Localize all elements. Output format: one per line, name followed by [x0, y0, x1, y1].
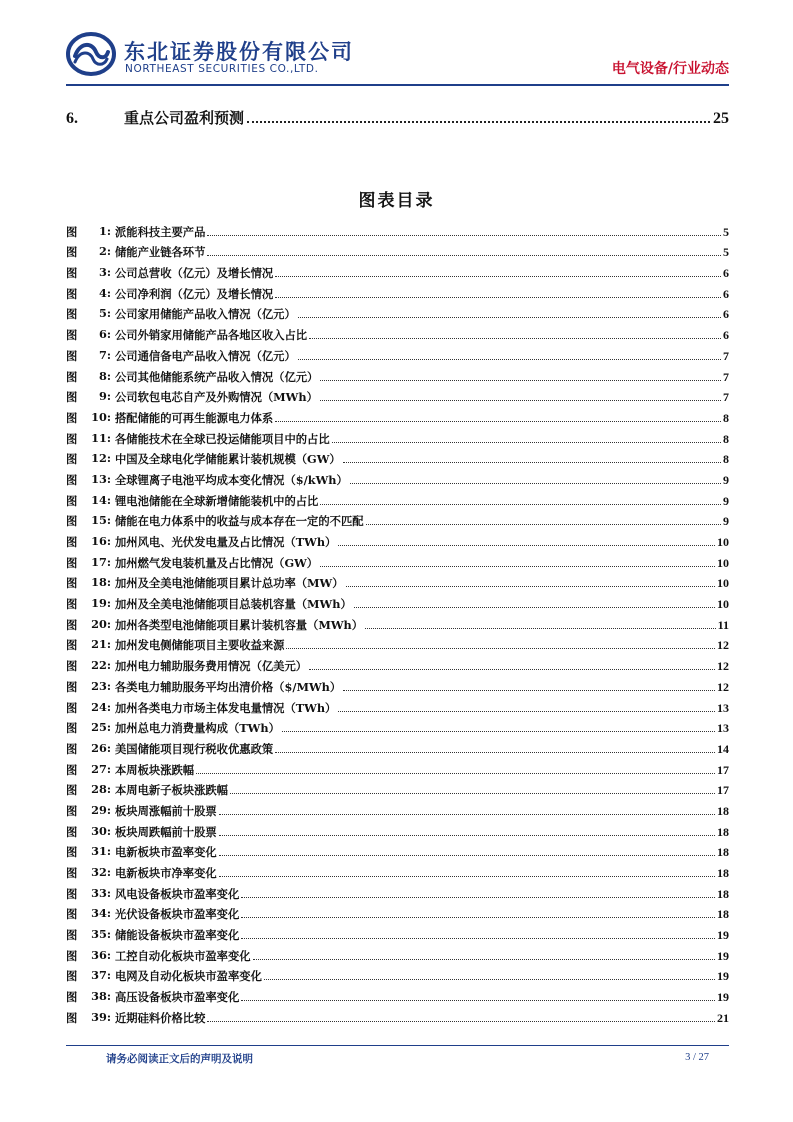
- dot-leader: [275, 297, 721, 298]
- dot-leader: [253, 959, 715, 960]
- figure-list-item[interactable]: [66, 571, 729, 592]
- figure-prefix: 图: [66, 762, 78, 777]
- dot-leader: [343, 690, 715, 691]
- figure-title: 本周电新子板块涨跌幅: [115, 783, 228, 798]
- figure-label: [66, 906, 115, 922]
- figure-list-item[interactable]: [66, 922, 729, 943]
- figure-number: 21:: [91, 637, 111, 652]
- figure-prefix: 图: [66, 348, 78, 363]
- figure-label: [66, 555, 115, 571]
- figure-page-number: 18: [717, 886, 729, 901]
- figure-prefix: 图: [66, 783, 78, 798]
- figure-label: [66, 431, 115, 447]
- company-name-en: NORTHEAST SECURITIES CO.,LTD.: [125, 63, 319, 75]
- footer-divider: [66, 1045, 729, 1046]
- dot-leader: [241, 917, 715, 918]
- figure-list-item[interactable]: [66, 219, 729, 240]
- dot-leader: [320, 380, 721, 381]
- dot-leader: [275, 421, 721, 422]
- figure-number: 38:: [91, 989, 111, 1004]
- figure-page-number: 18: [717, 845, 729, 860]
- dot-leader: [354, 607, 715, 608]
- figure-title: 电新板块市盈率变化: [115, 845, 217, 860]
- figure-list-item[interactable]: [66, 964, 729, 985]
- figure-number: 39:: [91, 1009, 111, 1024]
- figure-label: [66, 865, 115, 881]
- dot-leader: [320, 400, 721, 401]
- figure-title: 风电设备板块市盈率变化: [115, 886, 240, 901]
- figure-label: [66, 286, 115, 302]
- figure-prefix: 图: [66, 390, 78, 405]
- figure-label: [66, 265, 115, 281]
- figure-label: [66, 679, 115, 695]
- figure-title: 公司其他储能系统产品收入情况（亿元）: [115, 369, 319, 384]
- figure-label: [66, 968, 115, 984]
- figure-label: [66, 989, 115, 1005]
- figure-page-number: 6: [723, 286, 729, 301]
- figure-label: [66, 472, 115, 488]
- footer-disclaimer: 请务必阅读正文后的声明及说明: [106, 1053, 253, 1065]
- figure-prefix: 图: [66, 245, 78, 260]
- figure-title: 锂电池储能在全球新增储能装机中的占比: [115, 493, 319, 508]
- dot-leader: [196, 773, 715, 774]
- figure-list-item[interactable]: [66, 943, 729, 964]
- figure-prefix: 图: [66, 576, 78, 591]
- figure-page-number: 12: [717, 659, 729, 674]
- figure-page-number: 6: [723, 266, 729, 281]
- figure-list-item[interactable]: [66, 467, 729, 488]
- figure-prefix: 图: [66, 431, 78, 446]
- figure-prefix: 图: [66, 328, 78, 343]
- dot-leader: [332, 442, 721, 443]
- figure-page-number: 5: [723, 224, 729, 239]
- figure-list-item[interactable]: [66, 840, 729, 861]
- figure-title: 加州及全美电池储能项目累计总功率（MW）: [115, 576, 344, 591]
- figure-prefix: 图: [66, 493, 78, 508]
- figure-title: 公司总营收（亿元）及增长情况: [115, 266, 274, 281]
- figure-page-number: 17: [717, 762, 729, 777]
- figure-title: 派能科技主要产品: [115, 224, 206, 239]
- figure-title: 公司通信备电产品收入情况（亿元）: [115, 348, 296, 363]
- toc-section-number: 6.: [66, 110, 78, 127]
- dot-leader: [207, 255, 721, 256]
- dot-leader: [320, 566, 715, 567]
- figure-number: 35:: [91, 927, 111, 942]
- figure-page-number: 19: [717, 990, 729, 1005]
- company-logo-icon: [66, 32, 116, 76]
- figure-title: 加州电力辅助服务费用情况（亿美元）: [115, 659, 308, 674]
- figure-number: 24:: [91, 699, 111, 714]
- figure-title: 光伏设备板块市盈率变化: [115, 907, 240, 922]
- figure-number: 15:: [91, 513, 111, 528]
- dot-leader: [247, 121, 710, 123]
- figure-label: [66, 410, 115, 426]
- figure-label: [66, 575, 115, 591]
- figure-prefix: 图: [66, 907, 78, 922]
- figure-number: 30:: [91, 823, 111, 838]
- figure-label: [66, 803, 115, 819]
- report-category: 电气设备/行业动态: [611, 61, 729, 77]
- figure-list: [66, 219, 729, 1026]
- figure-title: 储能在电力体系中的收益与成本存在一定的不匹配: [115, 514, 364, 529]
- toc-section-entry[interactable]: [66, 104, 729, 128]
- dot-leader: [241, 897, 715, 898]
- figure-number: 25:: [91, 720, 111, 735]
- figure-title: 各储能技术在全球已投运储能项目中的占比: [115, 431, 330, 446]
- figure-title: 加州发电侧储能项目主要收益来源: [115, 638, 285, 653]
- figure-label: [66, 534, 115, 550]
- figure-page-number: 17: [717, 783, 729, 798]
- figure-list-item[interactable]: [66, 633, 729, 654]
- figure-title: 储能产业链各环节: [115, 245, 206, 260]
- figure-list-heading: 图表目录: [358, 191, 435, 211]
- figure-page-number: 8: [723, 452, 729, 467]
- figure-number: 23:: [91, 678, 111, 693]
- figure-page-number: 12: [717, 638, 729, 653]
- figure-label: [66, 658, 115, 674]
- dot-leader: [264, 979, 715, 980]
- figure-page-number: 19: [717, 928, 729, 943]
- figure-prefix: 图: [66, 266, 78, 281]
- figure-number: 10:: [91, 409, 111, 424]
- dot-leader: [309, 338, 721, 339]
- figure-prefix: 图: [66, 224, 78, 239]
- dot-leader: [320, 504, 721, 505]
- figure-title: 全球锂离子电池平均成本变化情况（$/kWh）: [115, 472, 348, 487]
- toc-section-page: 25: [713, 110, 729, 127]
- figure-label: [66, 348, 115, 364]
- figure-prefix: 图: [66, 659, 78, 674]
- figure-prefix: 图: [66, 721, 78, 736]
- figure-label: [66, 493, 115, 509]
- figure-title: 工控自动化板块市盈率变化: [115, 948, 251, 963]
- figure-title: 加州及全美电池储能项目总装机容量（MWh）: [115, 597, 352, 612]
- figure-number: 31:: [91, 844, 111, 859]
- figure-list-item[interactable]: [66, 1005, 729, 1026]
- figure-list-item[interactable]: [66, 984, 729, 1005]
- dot-leader: [365, 628, 716, 629]
- figure-list-item[interactable]: [66, 426, 729, 447]
- figure-label: [66, 617, 115, 633]
- figure-list-item[interactable]: [66, 343, 729, 364]
- figure-page-number: 11: [717, 617, 729, 632]
- figure-prefix: 图: [66, 617, 78, 632]
- figure-number: 27:: [91, 761, 111, 776]
- figure-page-number: 19: [717, 969, 729, 984]
- figure-title: 公司净利润（亿元）及增长情况: [115, 286, 274, 301]
- figure-label: [66, 596, 115, 612]
- figure-page-number: 12: [717, 679, 729, 694]
- dot-leader: [241, 1000, 715, 1001]
- figure-label: [66, 244, 115, 260]
- figure-title: 储能设备板块市盈率变化: [115, 928, 240, 943]
- figure-number: 19:: [91, 596, 111, 611]
- figure-list-item[interactable]: [66, 550, 729, 571]
- figure-list-item[interactable]: [66, 778, 729, 799]
- figure-prefix: 图: [66, 555, 78, 570]
- header-divider: [66, 84, 729, 86]
- figure-number: 26:: [91, 740, 111, 755]
- figure-prefix: 图: [66, 1010, 78, 1025]
- figure-prefix: 图: [66, 928, 78, 943]
- dot-leader: [219, 814, 715, 815]
- figure-number: 7:: [98, 347, 111, 362]
- figure-page-number: 10: [717, 555, 729, 570]
- figure-list-item[interactable]: [66, 322, 729, 343]
- figure-page-number: 9: [723, 472, 729, 487]
- figure-list-item[interactable]: [66, 260, 729, 281]
- figure-label: [66, 844, 115, 860]
- figure-list-item[interactable]: [66, 488, 729, 509]
- figure-title: 加州各类电力市场主体发电量情况（TWh）: [115, 700, 337, 715]
- figure-number: 11:: [91, 430, 111, 445]
- figure-label: [66, 369, 115, 385]
- figure-list-item[interactable]: [66, 281, 729, 302]
- figure-page-number: 18: [717, 824, 729, 839]
- figure-label: [66, 782, 115, 798]
- figure-title: 电新板块市净率变化: [115, 866, 217, 880]
- figure-page-number: 7: [723, 390, 729, 405]
- dot-leader: [346, 586, 715, 587]
- figure-page-number: 8: [723, 410, 729, 425]
- figure-list-item[interactable]: [66, 736, 729, 757]
- figure-label: [66, 327, 115, 343]
- page-indicator: 3 / 27: [685, 1052, 709, 1063]
- dot-leader: [219, 876, 715, 877]
- dot-leader: [350, 483, 721, 484]
- figure-page-number: 10: [717, 576, 729, 591]
- dot-leader: [207, 1021, 715, 1022]
- page-header: [66, 30, 729, 82]
- dot-leader: [338, 545, 715, 546]
- figure-list-item[interactable]: [66, 716, 729, 737]
- figure-title: 板块周跌幅前十股票: [115, 824, 217, 839]
- figure-title: 本周板块涨跌幅: [115, 762, 195, 777]
- figure-number: 16:: [91, 534, 111, 548]
- dot-leader: [309, 669, 715, 670]
- company-name-cn: 东北证券股份有限公司: [124, 40, 354, 64]
- figure-prefix: 图: [66, 969, 78, 984]
- figure-list-item[interactable]: [66, 447, 729, 468]
- figure-number: 4:: [98, 285, 111, 300]
- figure-label: [66, 927, 115, 943]
- figure-title: 近期硅料价格比较: [115, 1010, 206, 1025]
- figure-list-item[interactable]: [66, 819, 729, 840]
- figure-prefix: 图: [66, 514, 78, 529]
- figure-page-number: 6: [723, 307, 729, 322]
- dot-leader: [282, 731, 715, 732]
- figure-number: 37:: [91, 968, 111, 983]
- figure-prefix: 图: [66, 824, 78, 839]
- figure-number: 9:: [98, 389, 111, 404]
- dot-leader: [219, 855, 715, 856]
- figure-prefix: 图: [66, 472, 78, 487]
- figure-title: 美国储能项目现行税收优惠政策: [115, 741, 274, 756]
- figure-list-item[interactable]: [66, 757, 729, 778]
- figure-label: [66, 513, 115, 529]
- figure-page-number: 21: [717, 1010, 729, 1025]
- figure-list-item[interactable]: [66, 798, 729, 819]
- figure-prefix: 图: [66, 638, 78, 653]
- figure-label: [66, 741, 115, 757]
- figure-number: 32:: [91, 865, 111, 879]
- figure-label: [66, 451, 115, 467]
- figure-list-item[interactable]: [66, 591, 729, 612]
- dot-leader: [207, 235, 721, 236]
- figure-number: 1:: [98, 223, 111, 238]
- figure-prefix: 图: [66, 597, 78, 612]
- figure-page-number: 13: [717, 721, 729, 736]
- dot-leader: [275, 752, 715, 753]
- figure-list-item[interactable]: [66, 240, 729, 261]
- figure-number: 14:: [91, 492, 111, 507]
- figure-list-item[interactable]: [66, 653, 729, 674]
- figure-prefix: 图: [66, 886, 78, 901]
- dot-leader: [338, 711, 715, 712]
- figure-label: [66, 637, 115, 653]
- figure-prefix: 图: [66, 535, 78, 549]
- figure-prefix: 图: [66, 307, 78, 322]
- figure-prefix: 图: [66, 369, 78, 384]
- figure-title: 加州燃气发电装机量及占比情况（GW）: [115, 555, 319, 570]
- figure-list-item[interactable]: [66, 385, 729, 406]
- figure-title: 各类电力辅助服务平均出清价格（$/MWh）: [115, 679, 342, 694]
- figure-prefix: 图: [66, 700, 78, 715]
- figure-list-item[interactable]: [66, 612, 729, 633]
- figure-number: 29:: [91, 802, 111, 817]
- figure-number: 28:: [91, 782, 111, 797]
- figure-title: 中国及全球电化学储能累计装机规模（GW）: [115, 452, 341, 467]
- figure-prefix: 图: [66, 990, 78, 1005]
- figure-number: 2:: [98, 244, 111, 259]
- dot-leader: [219, 835, 715, 836]
- figure-number: 3:: [98, 265, 111, 280]
- figure-list-item[interactable]: [66, 860, 729, 881]
- figure-label: [66, 1010, 115, 1026]
- figure-title: 搭配储能的可再生能源电力体系: [115, 410, 274, 425]
- figure-number: 12:: [91, 451, 111, 466]
- figure-label: [66, 389, 115, 405]
- figure-list-item[interactable]: [66, 509, 729, 530]
- figure-label: [66, 948, 115, 964]
- figure-page-number: 6: [723, 328, 729, 343]
- figure-list-item[interactable]: [66, 405, 729, 426]
- figure-page-number: 5: [723, 245, 729, 260]
- figure-label: [66, 886, 115, 902]
- figure-label: [66, 720, 115, 736]
- figure-list-item[interactable]: [66, 302, 729, 323]
- figure-prefix: 图: [66, 948, 78, 963]
- dot-leader: [366, 524, 721, 525]
- figure-prefix: 图: [66, 452, 78, 467]
- dot-leader: [275, 276, 721, 277]
- figure-label: [66, 224, 115, 240]
- figure-page-number: 10: [717, 535, 729, 549]
- figure-number: 34:: [91, 906, 111, 921]
- figure-number: 6:: [98, 327, 111, 342]
- figure-number: 22:: [91, 658, 111, 673]
- figure-title: 公司软包电芯自产及外购情况（MWh）: [115, 390, 318, 405]
- figure-title: 公司外销家用储能产品各地区收入占比: [115, 328, 308, 343]
- toc-section-title: 重点公司盈利预测: [124, 109, 245, 127]
- figure-title: 加州总电力消费量构成（TWh）: [115, 721, 280, 736]
- figure-title: 公司家用储能产品收入情况（亿元）: [115, 307, 296, 322]
- figure-number: 18:: [91, 575, 111, 590]
- figure-page-number: 8: [723, 431, 729, 446]
- figure-page-number: 18: [717, 866, 729, 880]
- figure-prefix: 图: [66, 803, 78, 818]
- figure-prefix: 图: [66, 410, 78, 425]
- figure-page-number: 9: [723, 493, 729, 508]
- dot-leader: [343, 462, 721, 463]
- figure-list-item[interactable]: [66, 674, 729, 695]
- figure-list-item[interactable]: [66, 695, 729, 716]
- figure-list-item[interactable]: [66, 529, 729, 550]
- figure-number: 20:: [91, 616, 111, 631]
- figure-title: 板块周涨幅前十股票: [115, 803, 217, 818]
- dot-leader: [298, 317, 721, 318]
- dot-leader: [286, 648, 715, 649]
- figure-prefix: 图: [66, 845, 78, 860]
- figure-page-number: 7: [723, 348, 729, 363]
- figure-prefix: 图: [66, 679, 78, 694]
- figure-page-number: 18: [717, 803, 729, 818]
- figure-label: [66, 824, 115, 840]
- figure-label: [66, 306, 115, 322]
- figure-list-item[interactable]: [66, 902, 729, 923]
- figure-list-item[interactable]: [66, 881, 729, 902]
- figure-number: 36:: [91, 947, 111, 962]
- dot-leader: [230, 793, 715, 794]
- dot-leader: [241, 938, 715, 939]
- figure-page-number: 18: [717, 907, 729, 922]
- figure-prefix: 图: [66, 866, 78, 880]
- figure-number: 33:: [91, 885, 111, 900]
- figure-prefix: 图: [66, 741, 78, 756]
- figure-number: 13:: [91, 471, 111, 486]
- figure-page-number: 14: [717, 741, 729, 756]
- figure-number: 5:: [98, 306, 111, 321]
- figure-page-number: 7: [723, 369, 729, 384]
- figure-title: 加州风电、光伏发电量及占比情况（TWh）: [115, 535, 337, 549]
- figure-title: 加州各类型电池储能项目累计装机容量（MWh）: [115, 617, 364, 632]
- figure-page-number: 13: [717, 700, 729, 715]
- figure-list-item[interactable]: [66, 364, 729, 385]
- figure-prefix: 图: [66, 286, 78, 301]
- figure-number: 17:: [91, 554, 111, 569]
- figure-title: 高压设备板块市盈率变化: [115, 990, 240, 1005]
- figure-label: [66, 762, 115, 778]
- figure-page-number: 10: [717, 597, 729, 612]
- figure-number: 8:: [98, 368, 111, 383]
- figure-label: [66, 700, 115, 716]
- figure-page-number: 19: [717, 948, 729, 963]
- figure-title: 电网及自动化板块市盈率变化: [115, 969, 262, 984]
- figure-page-number: 9: [723, 514, 729, 529]
- dot-leader: [298, 359, 721, 360]
